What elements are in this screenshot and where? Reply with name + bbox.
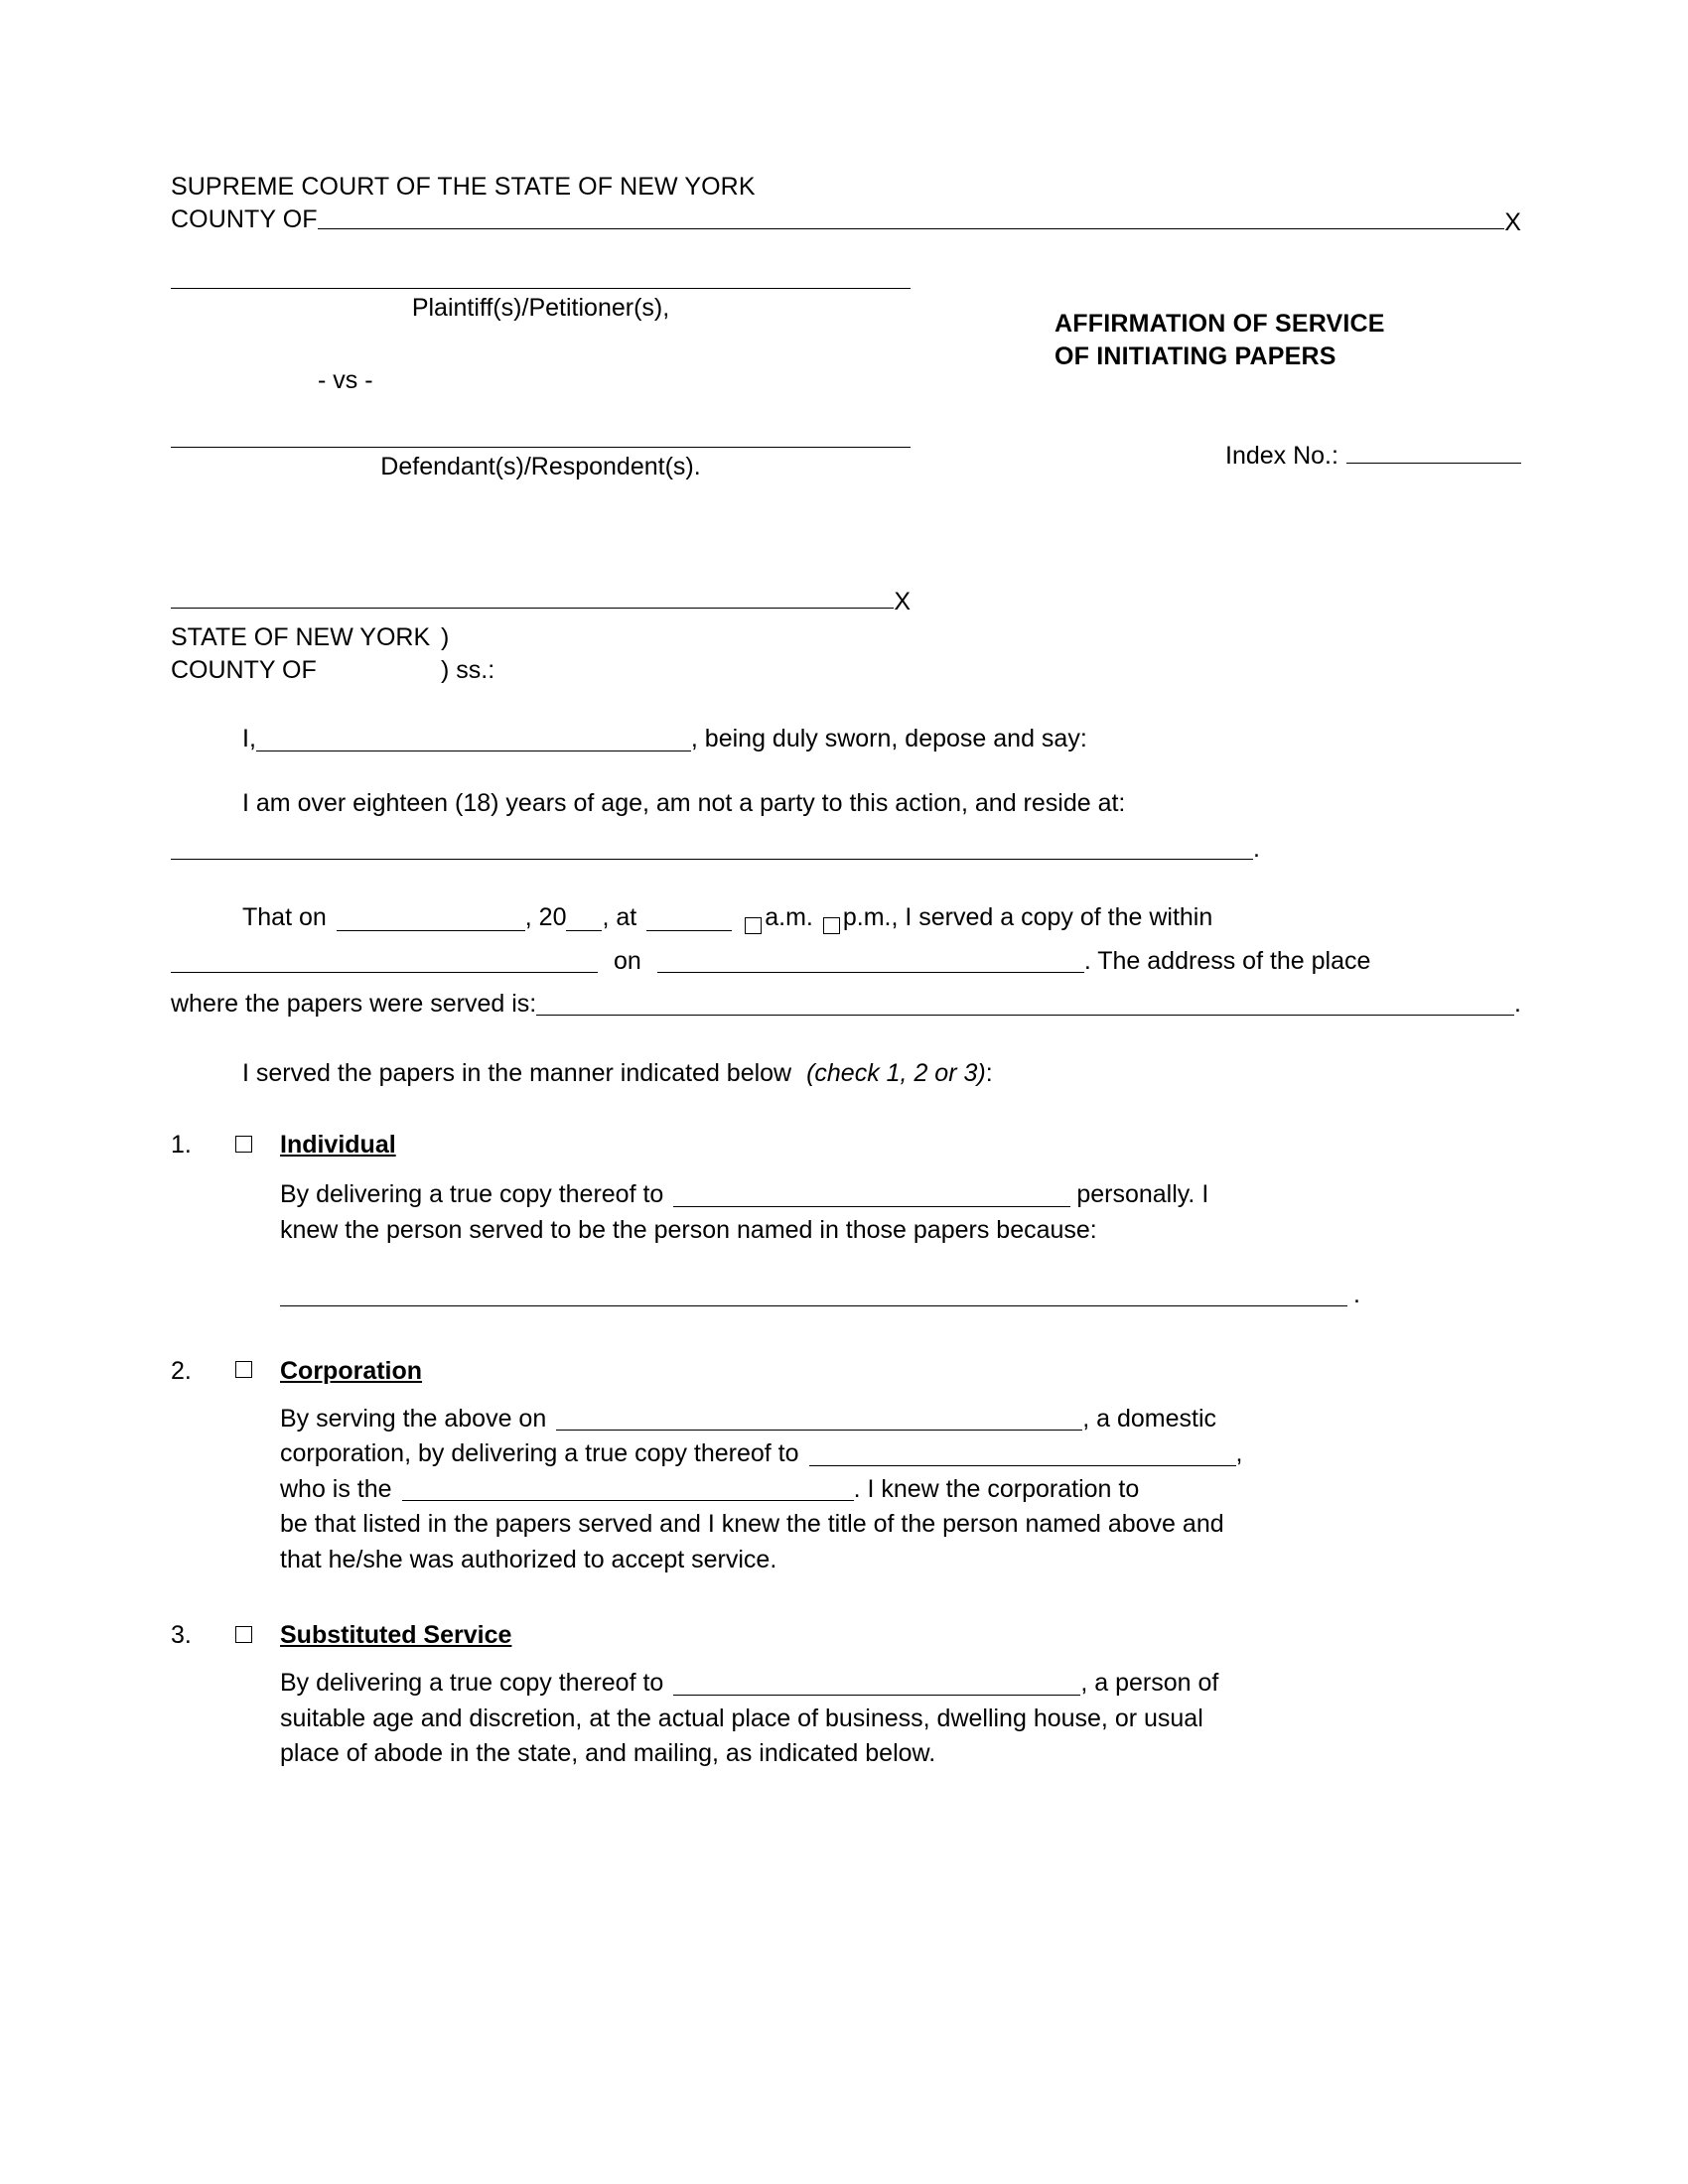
item-3-line-1 [280,1666,1412,1702]
service-address-field[interactable] [536,1015,1514,1016]
venue-state-label: STATE OF NEW YORK [171,623,431,651]
residence-address-line [171,832,1521,868]
that-on-label: That on [242,903,327,931]
item-2-line-2 [280,1436,1412,1472]
manner-check-hint: (check 1, 2 or 3) [806,1058,986,1087]
item-2-body [280,1402,1412,1578]
served-copy-text: , I served a copy of the within [891,903,1213,931]
case-caption [171,288,1521,586]
service-date-line [171,900,1521,936]
on-label: on [614,946,641,975]
venue-ss-label: ) ss.: [441,656,495,685]
item-2-heading: Corporation [280,1356,423,1385]
form-title-line-2: OF INITIATING PAPERS [1055,342,1336,371]
corporation-recipient-field[interactable] [809,1465,1236,1466]
year-prefix-label: , 20 [524,903,567,931]
item-3-text-a: By delivering a true copy thereof to [280,1669,664,1697]
caption-bottom-line [171,608,894,609]
versus-label: - vs - [318,366,373,394]
venue-block [171,621,1521,688]
individual-recipient-field[interactable] [673,1206,1070,1207]
index-number-line [1225,442,1521,471]
item-1-reason-line [280,1278,1412,1313]
item-1-heading: Individual [280,1131,396,1159]
item-2-text-e: who is the [280,1474,392,1503]
am-checkbox[interactable] [745,917,762,934]
residence-address-field[interactable] [171,859,1253,860]
substituted-checkbox[interactable] [232,1621,280,1650]
pm-label: p.m. [842,903,892,931]
index-number-field[interactable] [1346,463,1521,464]
item-3-text-b: , a person of [1080,1669,1219,1697]
caption-x-mark-bottom: X [894,588,911,615]
at-label: , at [602,903,637,931]
item-3-number: 3. [171,1621,192,1649]
defendant-label: Defendant(s)/Respondent(s). [380,453,701,480]
deponent-line [171,722,1521,757]
item-2-text-c: corporation, by delivering a true copy thereof to [280,1439,799,1467]
item-1-period: . [1353,1281,1360,1308]
index-number-label: Index No.: [1225,441,1338,470]
court-header [171,171,1521,236]
served-papers-line [171,944,1521,980]
item-2-line-3 [280,1472,1412,1508]
corporation-title-field[interactable] [402,1500,854,1501]
form-title-line-1: AFFIRMATION OF SERVICE [1055,310,1385,338]
person-served-field[interactable] [657,972,1084,973]
manner-colon: : [985,1058,993,1087]
item-2-text-f: . I knew the corporation to [853,1474,1140,1503]
court-name: SUPREME COURT OF THE STATE OF NEW YORK [171,173,756,201]
manner-text: I served the papers in the manner indicated below [242,1058,792,1087]
item-2-text-b: , a domestic [1082,1404,1217,1433]
plaintiff-label: Plaintiff(s)/Petitioner(s), [411,294,670,322]
service-date-field[interactable] [337,930,525,931]
deponent-suffix: , being duly sworn, depose and say: [690,724,1087,752]
county-of-line [171,204,1521,236]
item-1-number: 1. [171,1131,192,1159]
caption-right-column [1055,308,1521,471]
service-address-line [171,987,1521,1023]
caption-left-column [171,288,911,481]
item-2-text-d: , [1235,1439,1243,1467]
pm-checkbox[interactable] [823,917,840,934]
item-2-line-4: be that listed in the papers served and I knew the title of the person named above and [280,1510,1224,1538]
age-residence-line: I am over eighteen (18) years of age, am not a party to this action, and reside at: [242,789,1126,817]
corporation-checkbox[interactable] [232,1357,280,1386]
residence-period: . [1253,834,1260,863]
service-option-substituted[interactable] [171,1621,1521,1650]
item-3-line-2: suitable age and discretion, at the actual place of business, dwelling house, or usual [280,1704,1203,1732]
item-1-text-b: personally. I [1076,1180,1209,1208]
item-1-text-a: By delivering a true copy thereof to [280,1180,664,1208]
service-time-field[interactable] [646,930,732,931]
county-fill-field[interactable] [318,228,1505,229]
county-of-label: COUNTY OF [171,205,318,233]
address-sentence: . The address of the place [1083,946,1371,975]
am-label: a.m. [765,903,813,931]
where-served-label: where the papers were served is: [171,990,537,1018]
substituted-recipient-field[interactable] [673,1695,1080,1696]
corporation-checkbox-box[interactable] [235,1361,252,1378]
item-3-line-3: place of abode in the state, and mailing, as indicated below. [280,1739,936,1767]
where-served-period: . [1514,990,1521,1018]
item-1-line-2: knew the person served to be the person named in those papers because: [280,1215,1097,1244]
manner-instruction-line [171,1056,1521,1092]
venue-county-row [171,654,1521,687]
venue-county-label: COUNTY OF [171,656,317,685]
service-option-corporation[interactable] [171,1357,1521,1386]
papers-served-field[interactable] [171,972,598,973]
service-year-field[interactable] [566,930,602,931]
item-3-heading: Substituted Service [280,1621,512,1649]
deponent-prefix: I, [242,724,256,752]
caption-x-mark-top: X [1504,208,1521,236]
individual-checkbox-box[interactable] [235,1136,252,1153]
document-content [171,171,1521,1772]
item-3-body [280,1666,1412,1772]
item-2-text-a: By serving the above on [280,1404,547,1433]
substituted-checkbox-box[interactable] [235,1626,252,1643]
individual-checkbox[interactable] [232,1131,280,1160]
service-option-individual[interactable] [171,1131,1521,1160]
item-2-line-5: that he/she was authorized to accept service. [280,1545,777,1573]
individual-reason-field[interactable] [280,1305,1347,1306]
venue-state-row [171,621,1521,654]
venue-paren-1: ) [441,623,450,651]
item-2-line-1 [280,1402,1412,1437]
item-2-number: 2. [171,1356,192,1385]
corporation-name-field[interactable] [556,1430,1082,1431]
item-1-line-1 [280,1177,1412,1213]
item-1-body [280,1177,1412,1313]
caption-bottom-rule [171,590,911,615]
